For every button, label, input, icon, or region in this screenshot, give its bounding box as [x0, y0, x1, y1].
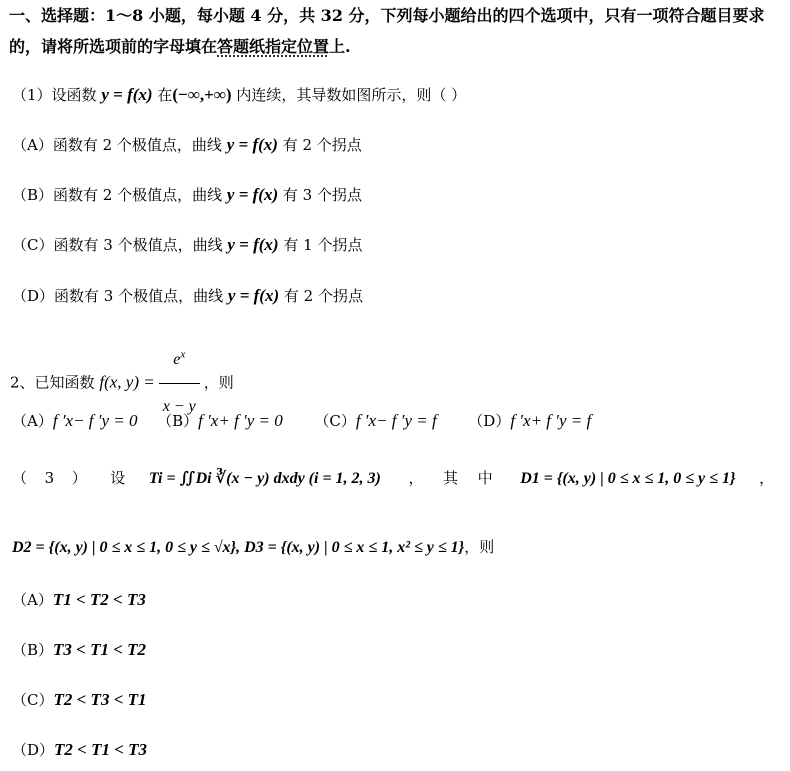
q3-option-b-math: T3 < T1 < T2	[53, 640, 147, 659]
q3-option-d[interactable]	[12, 740, 147, 760]
q1-option-a[interactable]	[12, 135, 362, 155]
q1-stem-text-b: 在	[157, 86, 173, 104]
section-header-line-2	[9, 37, 351, 57]
q3-comma-2: ，	[759, 469, 775, 487]
q3-option-c-label: （C）	[12, 691, 54, 709]
q1-option-a-text-b: 有 2 个拐点	[282, 136, 362, 154]
q2-option-d-label: （D）	[468, 412, 511, 430]
q2-option-a-label: （A）	[12, 412, 53, 430]
q2-fraction-denominator: x − y	[162, 398, 196, 415]
q1-stem-text-a: 设函数	[51, 86, 97, 104]
q3-option-c-math: T2 < T3 < T1	[53, 690, 147, 709]
q3-option-d-math: T2 < T1 < T3	[54, 740, 148, 759]
q1-option-c-label: （C）	[12, 236, 54, 254]
q2-option-c-label: （C）	[314, 412, 356, 430]
q2-function-lhs: f(x, y) =	[99, 372, 155, 392]
q3-D2-definition: D2 = {(x, y) | 0 ≤ x ≤ 1, 0 ≤ y ≤ √x}	[12, 539, 237, 556]
q3-option-d-label: （D）	[12, 741, 55, 759]
q1-option-b-text-b: 有 3 个拐点	[282, 186, 362, 204]
q1-number: （1）	[12, 86, 52, 104]
q2-option-a[interactable]	[12, 412, 138, 430]
q3-word-qi: 其	[443, 469, 459, 487]
q1-option-c-text-b: 有 1 个拐点	[283, 236, 363, 254]
q3-option-a-math: T1 < T2 < T3	[52, 590, 146, 609]
q1-option-d-text-a: 函数有 3 个极值点，曲线	[54, 287, 224, 305]
q2-option-b-math: f ′x+ f ′y = 0	[198, 411, 283, 430]
q2-option-b[interactable]	[157, 412, 283, 430]
q2-number: 2、	[10, 373, 35, 392]
q2-numerator-exponent: x	[180, 348, 186, 361]
q1-option-b-text-a: 函数有 2 个极值点，曲线	[53, 186, 223, 204]
q3-stem-line-2: D2 = {(x, y) | 0 ≤ x ≤ 1, 0 ≤ y ≤ √x}, D3 = {(x, y) | 0 ≤ x ≤ 1, x² ≤ y ≤ 1}，则	[12, 538, 495, 556]
q1-option-b[interactable]	[12, 185, 362, 205]
q1-option-c-text-a: 函数有 3 个极值点，曲线	[53, 236, 223, 254]
q1-option-d-text-b: 有 2 个拐点	[283, 287, 363, 305]
q2-stem-text-a: 已知函数	[34, 373, 95, 392]
q3-option-a-label: （A）	[12, 591, 53, 609]
q2-option-a-math: f ′x− f ′y = 0	[52, 411, 138, 430]
section-header-emphasis: 答题纸指定位置	[217, 37, 330, 56]
q3-number: 3	[44, 469, 55, 487]
q1-option-d-math: y = f(x)	[227, 286, 280, 305]
section-header-text: 一、选择题：1～8 小题，每小题 4 分，共 32 分，下列每小题给出的四个选项中，只有一项符合题目要求	[9, 6, 765, 25]
q3-number-close: ）	[71, 469, 87, 487]
q3-option-b[interactable]	[12, 640, 146, 660]
section-header-line-1	[9, 6, 765, 26]
q1-stem-function: y = f(x)	[101, 85, 153, 104]
q3-T-definition: Ti = ∬Di ∛(x − y) dxdy (i = 1, 2, 3)	[148, 470, 381, 487]
q1-stem-text-c: 内连续，其导数如图所示，则（ ）	[236, 86, 467, 104]
q2-stem-text-b: ，则	[203, 373, 234, 392]
q2-fraction-numerator	[159, 338, 200, 384]
q3-stem-tail: ，则	[464, 538, 495, 556]
q2-option-d[interactable]	[468, 412, 591, 430]
q1-option-a-text-a: 函数有 2 个极值点，曲线	[52, 136, 222, 154]
q3-number-open: （	[12, 469, 28, 487]
q2-option-c[interactable]	[314, 412, 436, 430]
section-header-text-a: 的，请将所选项前的字母填在	[9, 37, 218, 56]
q1-option-a-label: （A）	[12, 136, 53, 154]
q1-option-a-math: y = f(x)	[226, 135, 278, 154]
q1-option-b-label: （B）	[12, 186, 54, 204]
q2-option-b-label: （B）	[157, 412, 199, 430]
q1-option-c-math: y = f(x)	[227, 235, 279, 254]
q1-option-d-label: （D）	[12, 287, 55, 305]
q3-word-she: 设	[110, 469, 126, 487]
q3-comma: ，	[408, 469, 424, 487]
q2-options-row	[12, 411, 591, 431]
q2-option-d-math: f ′x+ f ′y = f	[510, 411, 592, 430]
q3-word-zhong: 中	[477, 469, 493, 487]
q3-option-c[interactable]	[12, 690, 147, 710]
q1-stem-interval: (−∞,+∞)	[172, 85, 232, 104]
q1-stem	[12, 85, 466, 105]
q3-D1-definition: D1 = {(x, y) | 0 ≤ x ≤ 1, 0 ≤ y ≤ 1}	[520, 470, 736, 487]
q3-D3-definition: D3 = {(x, y) | 0 ≤ x ≤ 1, x² ≤ y ≤ 1}	[244, 539, 465, 556]
q2-numerator-base: e	[173, 351, 181, 368]
section-header-text-b: 上.	[329, 37, 351, 56]
q1-option-b-math: y = f(x)	[226, 185, 279, 204]
q3-option-b-label: （B）	[12, 641, 54, 659]
q1-option-c[interactable]	[12, 235, 362, 255]
q3-option-a[interactable]	[12, 590, 146, 610]
q2-option-c-math: f ′x− f ′y = f	[355, 411, 437, 430]
q3-stem-line-1	[12, 468, 774, 489]
q1-option-d[interactable]	[12, 286, 363, 306]
